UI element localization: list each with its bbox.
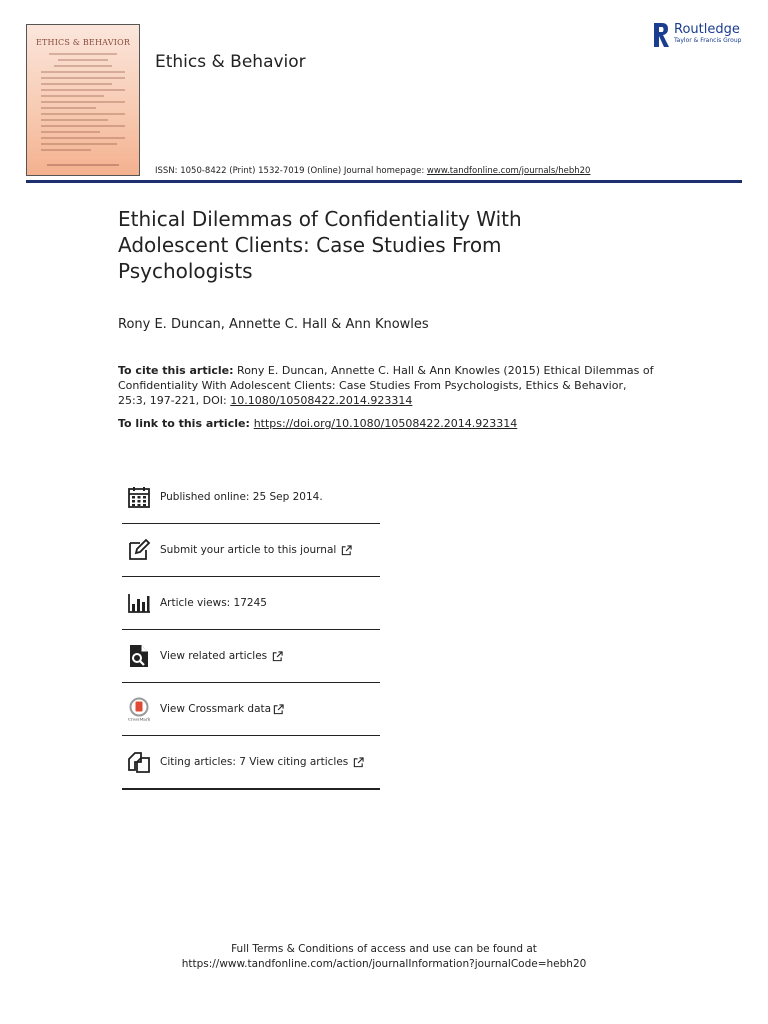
crossmark-link[interactable]: View Crossmark data	[160, 703, 272, 715]
external-link-icon	[272, 651, 283, 662]
submit-article-row[interactable]	[122, 524, 380, 577]
article-views-row	[122, 577, 380, 630]
article-doi-link[interactable]: https://doi.org/10.1080/10508422.2014.923314	[253, 417, 518, 430]
header-divider	[26, 180, 742, 183]
publisher-name: Routledge	[674, 22, 740, 37]
article-authors: Rony E. Duncan, Annette C. Hall & Ann Knowles	[118, 317, 429, 332]
citation-doi-link[interactable]: 10.1080/10508422.2014.923314	[230, 394, 413, 407]
related-articles-link[interactable]: View related articles	[160, 650, 268, 662]
terms-footer	[0, 942, 768, 972]
document-search-icon	[127, 644, 151, 668]
citing-articles-icon	[127, 750, 151, 774]
article-info-list	[122, 470, 380, 790]
article-link-label: To link to this article:	[118, 417, 254, 430]
terms-text: Full Terms & Conditions of access and use can be found at	[231, 943, 537, 955]
journal-cover-image	[26, 24, 140, 176]
terms-link[interactable]: https://www.tandfonline.com/action/journalInformation?journalCode=hebh20	[181, 958, 587, 970]
crossmark-row[interactable]	[122, 683, 380, 736]
published-date-text: Published online: 25 Sep 2014.	[160, 490, 323, 503]
svg-text:CrossMark: CrossMark	[127, 716, 151, 721]
article-title: Ethical Dilemmas of Confidentiality With Adolescent Clients: Case Studies From Psychologists	[118, 207, 522, 283]
citation-text: Rony E. Duncan, Annette C. Hall & Ann Knowles (2015) Ethical Dilemmas of Confidentiality With Adolescent Clients: Case Studies From Psychologists, Ethics & Behavior, 25:3, 197-221, DOI:	[118, 364, 654, 407]
citing-articles-row[interactable]	[122, 736, 380, 790]
issn-text: ISSN: 1050-8422 (Print) 1532-7019 (Online) Journal homepage:	[155, 166, 427, 176]
article-link-block	[118, 417, 517, 430]
publisher-subtitle: Taylor & Francis Group	[674, 37, 742, 44]
external-link-icon	[273, 704, 284, 715]
article-views-text: Article views: 17245	[160, 597, 267, 609]
external-link-icon	[353, 757, 364, 768]
bar-chart-icon	[127, 591, 151, 615]
cover-decoration	[41, 53, 125, 155]
routledge-r-icon	[653, 22, 670, 48]
citation-label: To cite this article:	[118, 364, 234, 377]
cover-title: ETHICS & BEHAVIOR	[35, 38, 131, 47]
journal-name: Ethics & Behavior	[155, 52, 306, 72]
calendar-icon	[127, 485, 151, 509]
edit-icon	[127, 538, 151, 562]
external-link-icon	[341, 545, 352, 556]
citation-block	[118, 363, 658, 408]
issn-line	[155, 166, 590, 176]
published-row	[122, 470, 380, 524]
journal-homepage-link[interactable]: www.tandfonline.com/journals/hebh20	[426, 166, 591, 176]
publisher-logo[interactable]	[653, 22, 741, 48]
cover-footer-line	[47, 164, 119, 166]
citing-articles-link[interactable]: Citing articles: 7 View citing articles	[160, 756, 349, 768]
crossmark-logo-icon	[127, 697, 151, 721]
submit-article-link[interactable]: Submit your article to this journal	[160, 544, 337, 556]
related-articles-row[interactable]	[122, 630, 380, 683]
